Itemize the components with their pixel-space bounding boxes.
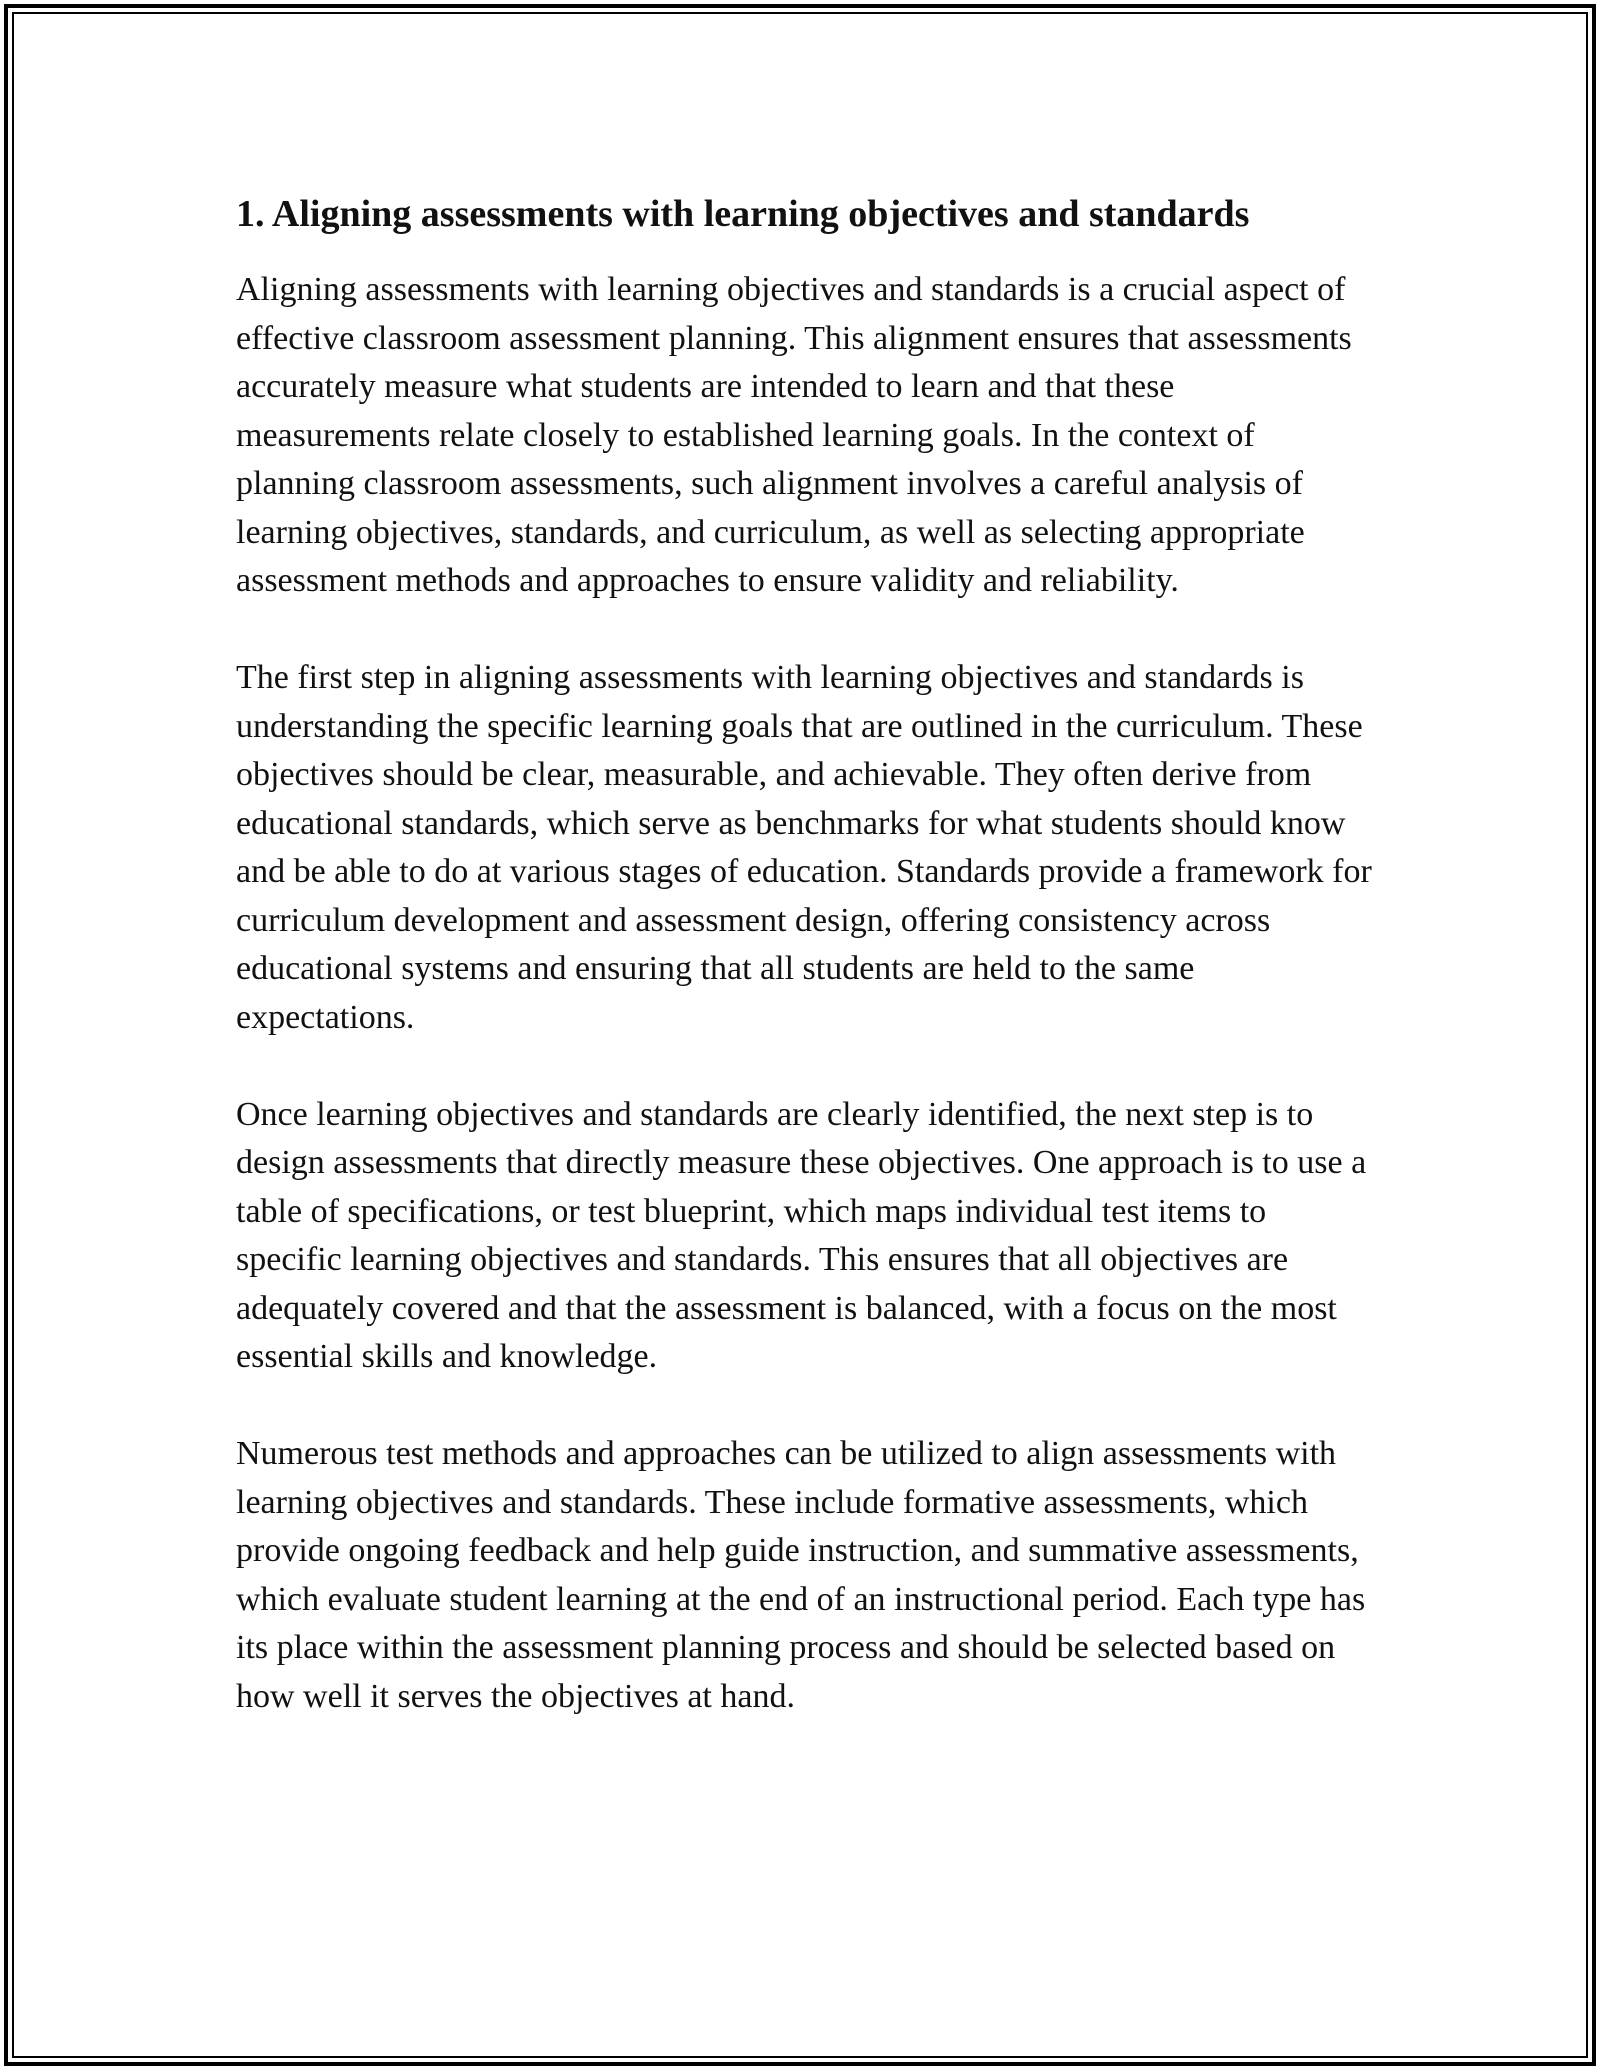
paragraph-4: Numerous test methods and approaches can be utilized to align assessments with learning objectives and standards. These include formative assessments, which provide ongoing feedback and help guide instruction, and summative assessments, which evaluate student learning at the end of an instructional period. Each type has its place within the assessment planning process and should be selected based on how well it serves the objectives at hand. — [236, 1435, 1366, 1715]
document-body — [236, 188, 1376, 1721]
paragraph-3: Once learning objectives and standards are clearly identified, the next step is to design assessments that directly measure these objectives. One approach is to use a table of specifications, or test blueprint, which maps individual test items to specific learning objectives and standards. This ensures that all objectives are adequately covered and that the assessment is balanced, with a focus on the most essential skills and knowledge. — [236, 1095, 1367, 1375]
paragraph-1: Aligning assessments with learning objectives and standards is a crucial aspect of effective classroom assessment planning. This alignment ensures that assessments accurately measure what students are intended to learn and that these measurements relate closely to established learning goals. In the context of planning classroom assessments, such alignment involves a careful analysis of learning objectives, standards, and curriculum, as well as selecting appropriate assessment methods and approaches to ensure validity and reliability. — [236, 271, 1352, 599]
paragraph-2: The first step in aligning assessments with learning objectives and standards is understanding the specific learning goals that are outlined in the curriculum. These objectives should be clear, measurable, and achievable. They often derive from educational standards, which serve as benchmarks for what students should know and be able to do at various stages of education. Standards provide a framework for curriculum development and assessment design, offering consistency across educational systems and ensuring that all students are held to the same expectations. — [236, 659, 1372, 1036]
section-heading: 1. Aligning assessments with learning objectives and standards — [236, 193, 1250, 235]
